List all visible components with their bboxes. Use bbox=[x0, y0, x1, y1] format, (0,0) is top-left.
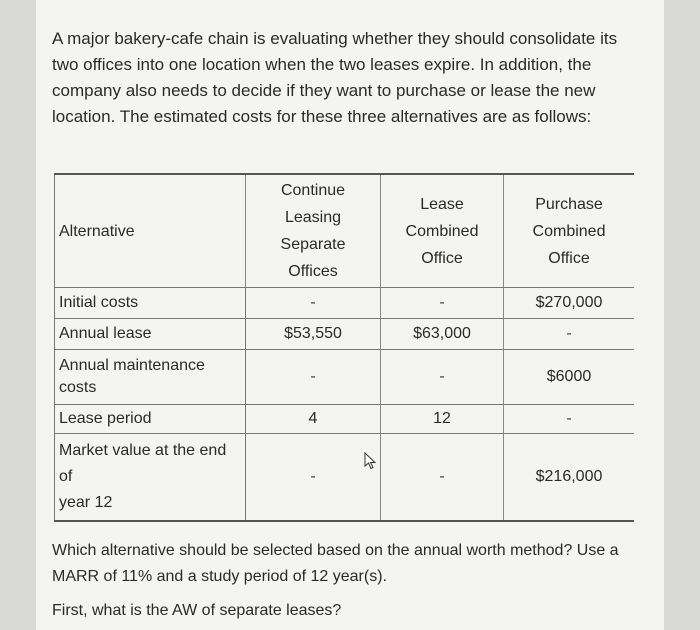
row-label bbox=[55, 350, 246, 405]
row-label-line: Market value at the end bbox=[59, 442, 227, 459]
cell: 12 bbox=[381, 405, 504, 434]
cell: - bbox=[504, 319, 635, 350]
cell: - bbox=[381, 350, 504, 405]
header-line: Combined bbox=[405, 222, 479, 240]
header-line: Combined bbox=[532, 222, 606, 240]
header-line: Separate bbox=[280, 236, 346, 253]
cell: - bbox=[504, 405, 635, 434]
row-label-line: of bbox=[59, 468, 73, 485]
header-purchase-combined bbox=[504, 174, 635, 288]
row-label: Annual lease bbox=[55, 319, 246, 350]
header-line: Leasing bbox=[284, 209, 342, 226]
table-row bbox=[55, 405, 635, 434]
header-continue-leasing bbox=[246, 174, 381, 288]
question-text: Which alternative should be selected based on the annual worth method? Use a MARR of 11% and a study period of 12 year(s). bbox=[52, 542, 619, 585]
cell: $53,550 bbox=[246, 319, 381, 350]
cell: $270,000 bbox=[504, 288, 635, 319]
row-label bbox=[55, 434, 246, 522]
problem-intro: A major bakery-cafe chain is evaluating whether they should consolidate its two offices into one location when the two leases expire. In addition, the company also needs to decide if they want to purchase or lease the new location. The estimated costs for these three alternatives are as follows: bbox=[52, 29, 618, 126]
cell: $216,000 bbox=[504, 434, 635, 522]
cell: - bbox=[381, 434, 504, 522]
row-label-line: year 12 bbox=[59, 494, 113, 511]
subquestion-text: First, what is the AW of separate leases? bbox=[52, 602, 342, 619]
cell: - bbox=[246, 434, 381, 522]
cell: $6000 bbox=[504, 350, 635, 405]
cost-table bbox=[54, 173, 634, 522]
cell: - bbox=[381, 288, 504, 319]
table-row bbox=[55, 319, 635, 350]
row-label: Initial costs bbox=[55, 288, 246, 319]
cell: - bbox=[246, 350, 381, 405]
cell: - bbox=[246, 288, 381, 319]
header-alternative: Alternative bbox=[55, 174, 246, 288]
header-line: Offices bbox=[288, 263, 338, 280]
table-row bbox=[55, 434, 635, 522]
row-label-line: Annual maintenance bbox=[59, 357, 205, 374]
table-header-row bbox=[55, 174, 635, 288]
table-row bbox=[55, 288, 635, 319]
row-label-line: costs bbox=[59, 379, 97, 396]
mouse-pointer-icon bbox=[364, 452, 378, 470]
table-row bbox=[55, 350, 635, 405]
header-line: Purchase bbox=[535, 195, 603, 213]
header-line: Continue bbox=[280, 182, 346, 199]
row-label: Lease period bbox=[55, 405, 246, 434]
header-line: Office bbox=[421, 249, 463, 267]
cell: $63,000 bbox=[381, 319, 504, 350]
header-lease-combined bbox=[381, 174, 504, 288]
header-line: Office bbox=[548, 249, 590, 267]
header-line: Lease bbox=[420, 195, 464, 213]
cell: 4 bbox=[246, 405, 381, 434]
worksheet bbox=[36, 0, 664, 630]
